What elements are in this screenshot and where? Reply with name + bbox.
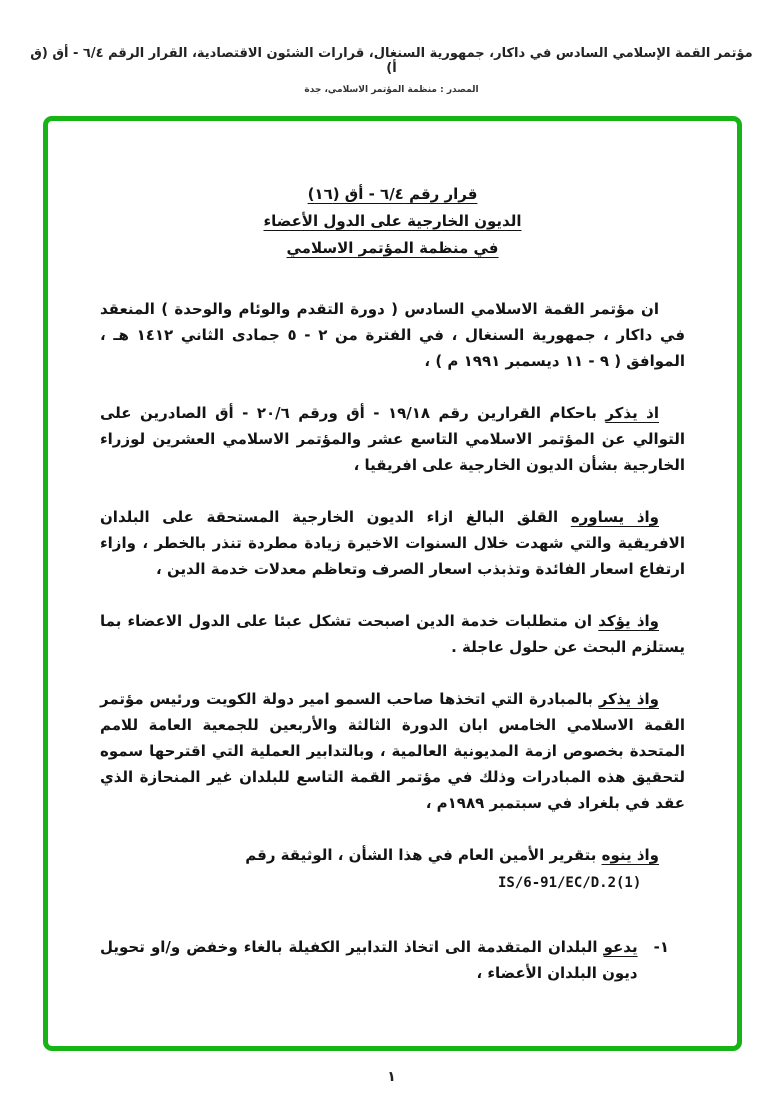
paragraph-text: ان متطلبات خدمة الدين اصبحت تشكل عبئا على الدول الاعضاء بما يستلزم البحث عن حلول عاجلة . [100, 612, 685, 656]
resolution-organization-line: في منظمة المؤتمر الاسلامي [286, 239, 499, 257]
paragraph-lead: واذ ينوه [601, 846, 659, 864]
paragraph-text: القلق البالغ ازاء الديون الخارجية المستحقة على البلدان الافريقية والتي شهدت خلال السنوات الاخيرة زيادة مطردة تنذر بالخطر ، وازاء ارتفاع اسعار الفائدة وتذبذب اسعار الصرف وتعاظم معدلات خدمة الدين ، [100, 508, 685, 578]
document-header [0, 0, 783, 95]
header-title: مؤتمر القمة الإسلامي السادس في داكار، جمهورية السنغال، قرارات الشئون الاقتصادية، القرار الرقم ٦/٤ - أق (ق أ) [30, 46, 753, 76]
operative-item-1 [100, 934, 685, 986]
paragraph-secretary-general-report [100, 842, 685, 868]
item-text [100, 934, 638, 986]
paragraph-lead: واذ يذكر [598, 690, 659, 708]
item-lead: يدعو [603, 938, 638, 956]
item-body: البلدان المتقدمة الى اتخاذ التدابير الكفيلة بالغاء وخفض و/او تحويل ديون البلدان الأعضاء ، [100, 938, 638, 982]
item-number: ١- [653, 938, 669, 956]
document-reference-code: IS/6-91/EC/D.2(1) [498, 875, 642, 891]
paragraph-text: بالمبادرة التي اتخذها صاحب السمو امير دولة الكويت ورئيس مؤتمر القمة الاسلامي الخامس ابان الدورة الثالثة والأربعين للجمعية العامة للامم المتحدة بخصوص ازمة المديونية العالمية ، وبالتدابير العملية التي اقترحها سموه لتحقيق هذه المبادرات وذلك في مؤتمر القمة التاسع للبلدان غير المنحازة الذي عقد في بلغراد في سبتمبر ١٩٨٩م ، [100, 690, 685, 812]
paragraph-lead: اذ يذكر [605, 404, 659, 422]
resolution-number-line: قرار رقم ٦/٤ - أق (١٦) [307, 185, 478, 203]
title-row [100, 208, 685, 235]
paragraph-text: بتقرير الأمين العام في هذا الشأن ، الوثيقة رقم [245, 846, 602, 864]
paragraph-text: باحكام القرارين رقم ١٩/١٨ - أق ورقم ٢٠/٦ - أق الصادرين على التوالي عن المؤتمر الاسلامي التاسع عشر والمؤتمر الاسلامي العشرين لوزراء الخارجية بشأن الديون الخارجية على افريقيا ، [100, 404, 685, 474]
paragraph-deep-concern [100, 504, 685, 582]
paragraph-lead: واذ يؤكد [598, 612, 660, 630]
document-body [48, 121, 737, 1006]
resolution-subject-line: الديون الخارجية على الدول الأعضاء [263, 212, 522, 230]
paragraph-lead: واذ يساوره [570, 508, 659, 526]
paragraph-preamble [100, 296, 685, 374]
paragraph-kuwait-initiative [100, 686, 685, 816]
title-row [100, 235, 685, 262]
page-number: ١ [387, 1069, 396, 1085]
scanned-page-frame [43, 116, 742, 1051]
header-source-line: المصدر : منظمة المؤتمر الاسلامي، جدة [304, 85, 479, 95]
paragraph-recalling-resolutions [100, 400, 685, 478]
resolution-title [100, 181, 685, 262]
title-row [100, 181, 685, 208]
paragraph-text: ان مؤتمر القمة الاسلامي السادس ( دورة التقدم والوئام والوحدة ) المنعقد في داكار ، جمهورية السنغال ، في الفترة من ٢ - ٥ جمادى الثاني ١٤١٢ هـ ، الموافق ( ٩ - ١١ ديسمبر ١٩٩١ م ) ، [100, 300, 686, 370]
paragraph-affirming-burden [100, 608, 685, 660]
